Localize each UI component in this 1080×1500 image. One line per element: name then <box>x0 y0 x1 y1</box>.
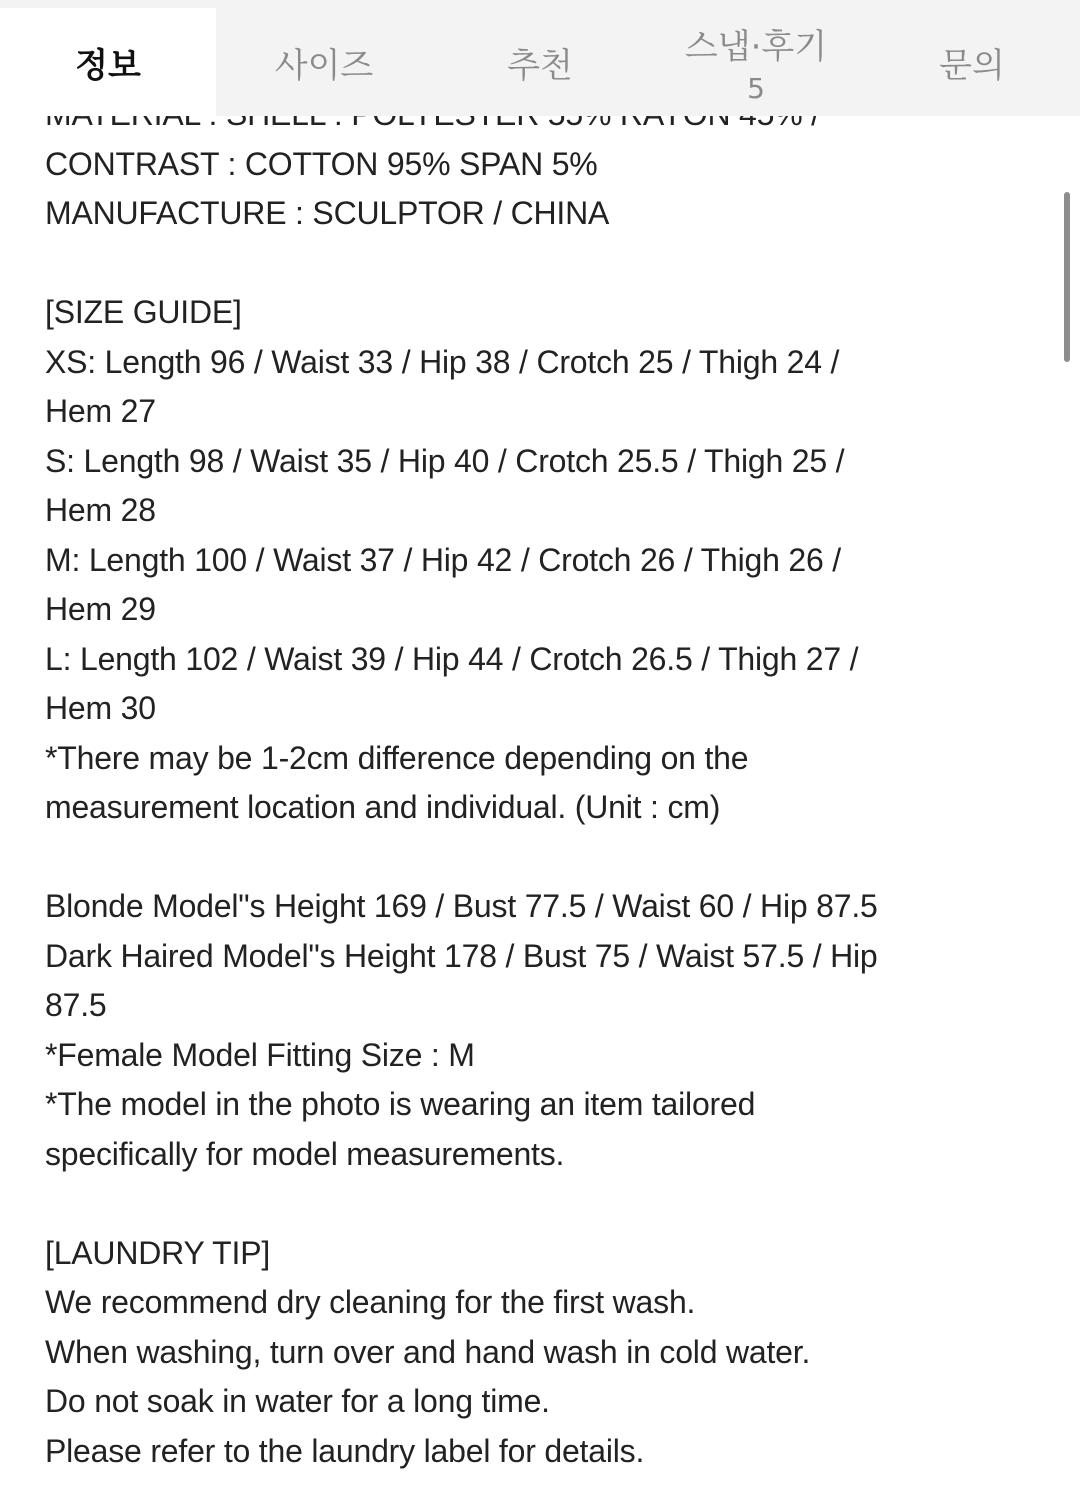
tab-label: 문의 <box>939 45 1005 86</box>
tab-count-badge: 5 <box>747 72 765 105</box>
tab-label: 추천 <box>507 45 573 86</box>
tab-inquiry[interactable] <box>864 8 1080 116</box>
product-info-content <box>45 90 1025 1476</box>
size-guide-line: L: Length 102 / Waist 39 / Hip 44 / Crotch 26.5 / Thigh 27 / <box>45 640 859 677</box>
tab-label: 스냅·후기 <box>684 27 828 67</box>
model-info-line: *The model in the photo is wearing an item tailored <box>45 1086 756 1122</box>
tab-snap-review[interactable] <box>648 8 864 116</box>
laundry-heading: [LAUNDRY TIP] <box>45 1234 271 1271</box>
size-guide-line: M: Length 100 / Waist 37 / Hip 42 / Crotch 26 / Thigh 26 / <box>45 541 841 578</box>
size-guide-line: Hem 27 <box>45 393 156 429</box>
laundry-line: When washing, turn over and hand wash in cold water. <box>45 1333 811 1370</box>
laundry-line: Please refer to the laundry label for details. <box>45 1432 645 1469</box>
top-strip <box>0 0 1080 8</box>
laundry-line: We recommend dry cleaning for the first wash. <box>45 1284 696 1320</box>
size-guide-line: Hem 30 <box>45 690 156 726</box>
laundry-line: Do not soak in water for a long time. <box>45 1383 550 1419</box>
contrast-line: CONTRAST : COTTON 95% SPAN 5% <box>45 145 598 182</box>
tab-label: 사이즈 <box>274 45 374 86</box>
size-guide-line: Hem 28 <box>45 492 156 528</box>
tab-recommend[interactable] <box>432 8 648 116</box>
size-guide-heading: [SIZE GUIDE] <box>45 294 242 330</box>
size-guide-note: measurement location and individual. (Unit : cm) <box>45 789 721 825</box>
size-guide-line: XS: Length 96 / Waist 33 / Hip 38 / Crotch 25 / Thigh 24 / <box>45 343 840 380</box>
size-guide-line: Hem 29 <box>45 591 156 627</box>
tab-bar <box>0 8 1080 116</box>
scrollbar[interactable] <box>1064 192 1070 362</box>
size-guide-note: *There may be 1-2cm difference depending on the <box>45 739 749 776</box>
model-info-line: 87.5 <box>45 987 107 1023</box>
model-info-line: *Female Model Fitting Size : M <box>45 1036 475 1073</box>
manufacture-line: MANUFACTURE : SCULPTOR / CHINA <box>45 195 610 231</box>
model-info-line: specifically for model measurements. <box>45 1135 565 1172</box>
model-info-line: Blonde Model"s Height 169 / Bust 77.5 / Waist 60 / Hip 87.5 <box>45 888 878 924</box>
tab-info[interactable] <box>0 8 216 116</box>
tab-label: 정보 <box>75 45 141 86</box>
tab-size[interactable] <box>216 8 432 116</box>
model-info-line: Dark Haired Model"s Height 178 / Bust 75 / Waist 57.5 / Hip <box>45 937 878 974</box>
size-guide-line: S: Length 98 / Waist 35 / Hip 40 / Crotch 25.5 / Thigh 25 / <box>45 442 845 479</box>
